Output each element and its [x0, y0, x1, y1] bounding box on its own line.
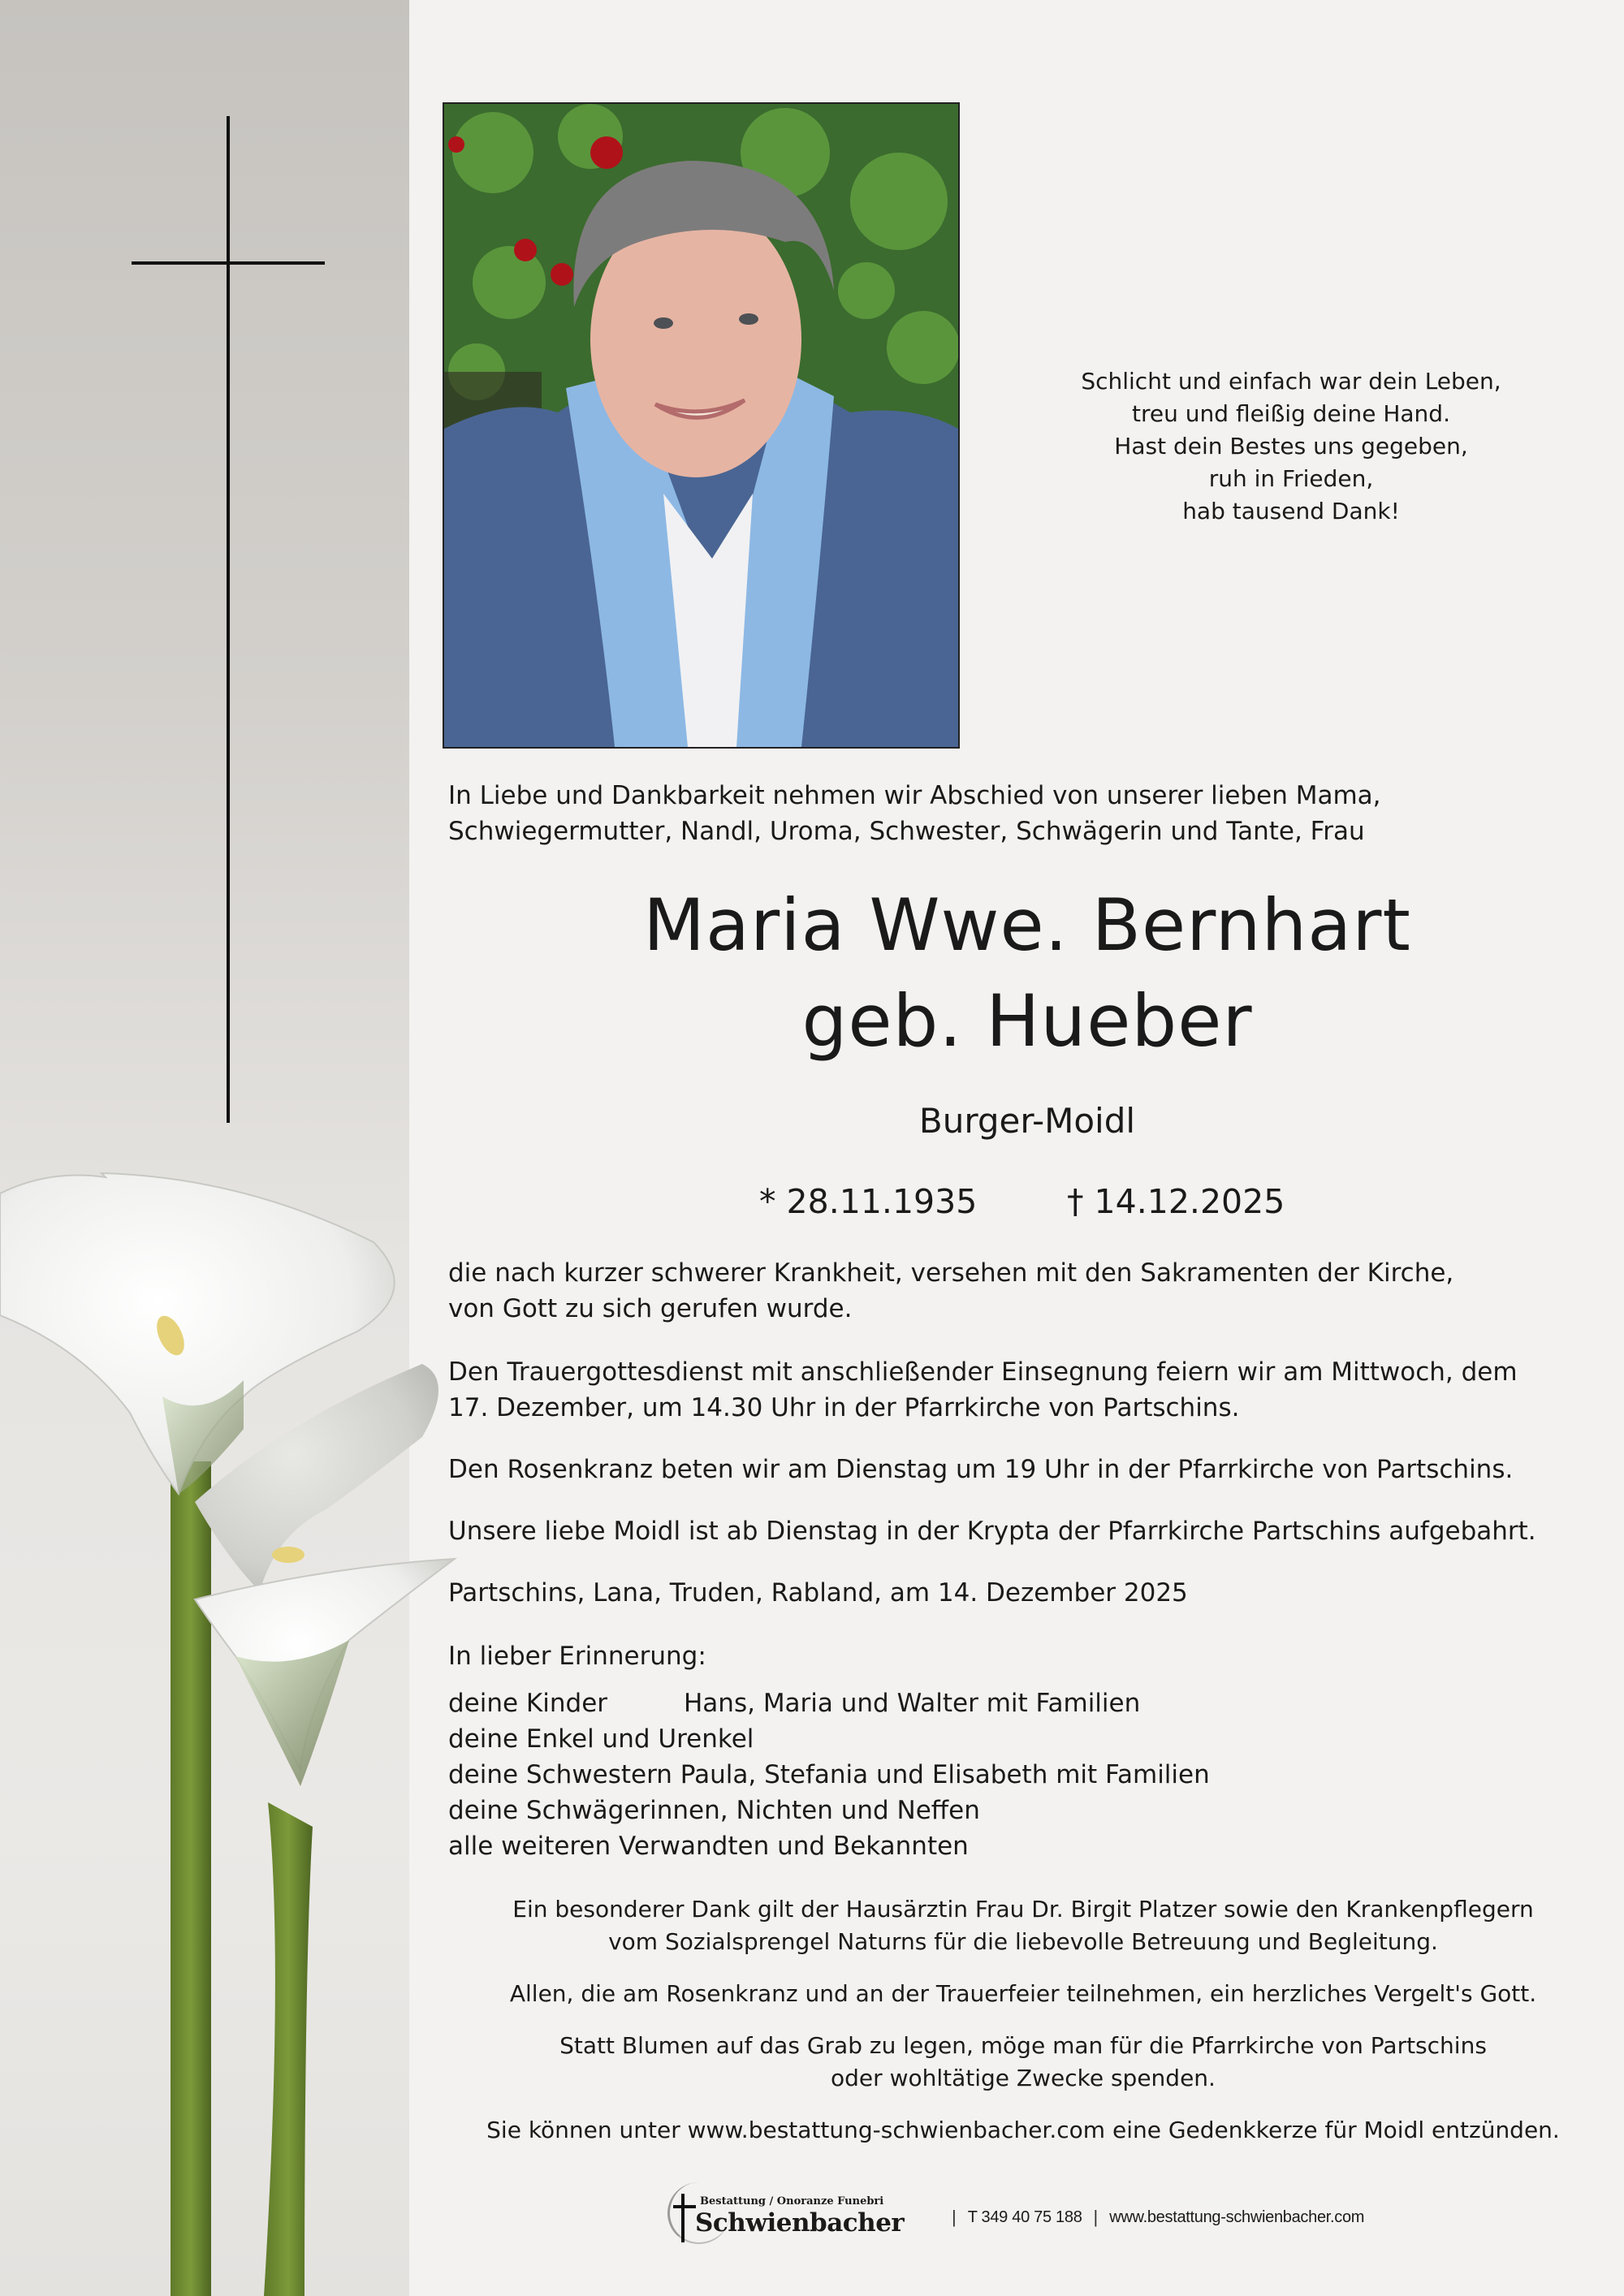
mourners-list [448, 1685, 1210, 1864]
text-line: oder wohltätige Zwecke spenden. [831, 2065, 1216, 2091]
deceased-name: Maria Wwe. Bernhart [643, 883, 1411, 967]
text-line: die nach kurzer schwerer Krankheit, versehen mit den Sakramenten der Kirche, [448, 1258, 1454, 1288]
in-memory-heading: In lieber Erinnerung: [448, 1642, 706, 1671]
donation-note [438, 2030, 1608, 2095]
text-line: Sie können unter www.bestattung-schwienbacher.com eine Gedenkkerze für Moidl entzünden. [486, 2117, 1560, 2143]
poem-line: Hast dein Bestes uns gegeben, [1114, 433, 1468, 460]
intro-line: In Liebe und Dankbarkeit nehmen wir Abschied von unserer lieben Mama, [448, 781, 1381, 810]
mourner-relation: deine Schwägerinnen, Nichten und Neffen [448, 1796, 980, 1825]
mourner-relation: deine Kinder [448, 1689, 608, 1718]
text-line: vom Sozialsprengel Naturns für die liebevolle Betreuung und Begleitung. [608, 1928, 1438, 1955]
poem-line: Schlicht und einfach war dein Leben, [1081, 368, 1501, 395]
logo-cross-icon [681, 2194, 685, 2242]
separator: | [1093, 2207, 1099, 2227]
mourner-row [448, 1685, 1210, 1721]
poem-line: treu und fleißig deine Hand. [1132, 400, 1450, 427]
funeral-home-footer [659, 2177, 1376, 2251]
memorial-poem [1039, 365, 1543, 528]
logo-cross-icon-bar [673, 2205, 696, 2208]
cross-icon-horizontal [132, 261, 325, 265]
paragraph-funeral-service [448, 1354, 1518, 1426]
separator: | [952, 2207, 957, 2227]
text-line: Ein besonderer Dank gilt der Hausärztin Frau Dr. Birgit Platzer sowie den Krankenpflegern [512, 1896, 1534, 1923]
mourner-relation: deine Schwestern Paula, Stefania und Elisabeth mit Familien [448, 1760, 1210, 1789]
text-line: Den Trauergottesdienst mit anschließender Einsegnung feiern wir am Mittwoch, dem [448, 1357, 1518, 1387]
text-line: von Gott zu sich gerufen wurde. [448, 1294, 853, 1323]
place-and-date: Partschins, Lana, Truden, Rabland, am 14. Dezember 2025 [448, 1578, 1188, 1608]
paragraph-rosary: Den Rosenkranz beten wir am Dienstag um 19 Uhr in der Pfarrkirche von Partschins. [448, 1455, 1514, 1484]
mourner-names: Hans, Maria und Walter mit Familien [684, 1689, 1141, 1718]
text-line: Statt Blumen auf das Grab zu legen, möge man für die Pfarrkirche von Partschins [559, 2032, 1487, 2059]
funeral-home-logo [659, 2177, 952, 2251]
text-line: 17. Dezember, um 14.30 Uhr in der Pfarrkirche von Partschins. [448, 1393, 1240, 1422]
cross-icon-vertical [227, 116, 230, 1123]
paragraph-passing [448, 1255, 1453, 1327]
mourner-row [448, 1828, 1210, 1864]
intro-line: Schwiegermutter, Nandl, Uroma, Schwester, Schwägerin und Tante, Frau [448, 817, 1365, 846]
mourner-row [448, 1721, 1210, 1757]
special-thanks [438, 1893, 1608, 1958]
general-thanks [438, 1978, 1608, 2010]
paragraph-laying-out: Unsere liebe Moidl ist ab Dienstag in der Krypta der Pfarrkirche Partschins aufgebahrt. [448, 1517, 1536, 1546]
logo-name: Schwienbacher [695, 2208, 905, 2238]
nickname: Burger-Moidl [918, 1101, 1136, 1141]
poem-line: ruh in Frieden, [1208, 465, 1374, 492]
text-line: Allen, die am Rosenkranz und an der Trauerfeier teilnehmen, ein herzliches Vergelt's Gott. [509, 1980, 1537, 2007]
logo-subtitle: Bestattung / Onoranze Funebri [700, 2195, 884, 2208]
phone-number: T 349 40 75 188 [967, 2208, 1082, 2226]
intro-text [448, 778, 1381, 849]
death-date: † 14.12.2025 [1067, 1182, 1285, 1221]
website-link[interactable]: www.bestattung-schwienbacher.com [1109, 2208, 1365, 2226]
mourner-row [448, 1793, 1210, 1828]
poem-line: hab tausend Dank! [1182, 498, 1400, 524]
memorial-candle-note [438, 2114, 1608, 2147]
mourner-row [448, 1757, 1210, 1793]
mourner-relation: deine Enkel und Urenkel [448, 1724, 754, 1754]
birth-date: * 28.11.1935 [759, 1182, 978, 1221]
maiden-name: geb. Hueber [801, 979, 1253, 1063]
mourner-relation: alle weiteren Verwandten und Bekannten [448, 1832, 969, 1861]
portrait-photo [443, 102, 960, 749]
